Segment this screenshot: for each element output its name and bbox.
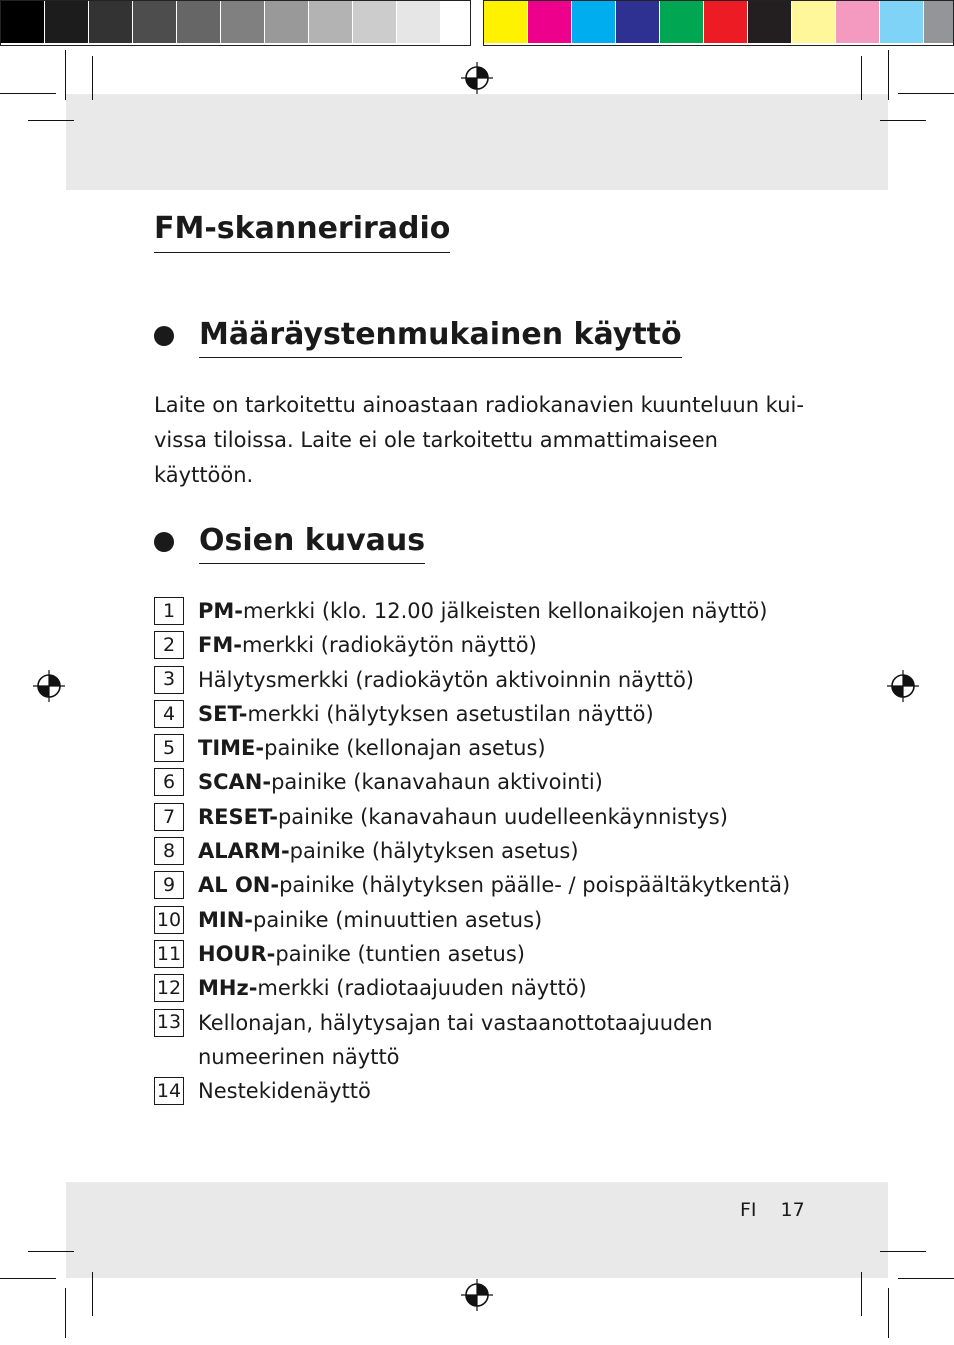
- color-swatch: [616, 0, 660, 43]
- item-description: painike (hälytyksen asetus): [289, 839, 579, 864]
- color-swatch: [880, 0, 924, 43]
- item-label: MHz-: [198, 976, 258, 1001]
- item-number-box: 1: [154, 597, 184, 625]
- crop-mark: [880, 1251, 926, 1252]
- bullet-icon: [154, 326, 174, 346]
- item-number-box: 11: [154, 940, 184, 968]
- crop-mark: [888, 1288, 889, 1338]
- crop-mark: [888, 50, 889, 100]
- item-description: painike (hälytyksen päälle- / poispäältäkytkentä): [279, 873, 791, 898]
- list-item: [154, 1074, 834, 1108]
- list-item: [154, 1006, 834, 1075]
- crop-mark: [65, 1288, 66, 1338]
- list-item: [154, 731, 834, 765]
- color-swatch: [792, 0, 836, 43]
- item-label: ALARM-: [198, 839, 290, 864]
- color-swatch: [45, 0, 89, 43]
- item-number-box: 2: [154, 631, 184, 659]
- item-description: Kellonajan, hälytysajan tai vastaanottotaajuuden numeerinen näyttö: [198, 1010, 713, 1069]
- color-swatch: [265, 0, 309, 43]
- item-text: [198, 697, 834, 731]
- footer-band: [66, 1182, 888, 1278]
- item-label: FM-: [198, 633, 242, 658]
- language-code: FI: [740, 1199, 757, 1221]
- list-item: [154, 868, 834, 902]
- crop-mark: [65, 50, 66, 100]
- registration-mark-icon: [32, 669, 66, 703]
- color-swatch: [483, 0, 528, 43]
- item-description: Nestekidenäyttö: [198, 1079, 371, 1104]
- page-number: 17: [780, 1199, 805, 1221]
- item-text: [198, 594, 834, 628]
- color-swatch: [836, 0, 880, 43]
- crop-mark: [0, 1278, 56, 1279]
- item-number-box: 4: [154, 700, 184, 728]
- item-number-box: 10: [154, 906, 184, 934]
- item-label: MIN-: [198, 907, 254, 932]
- item-text: [198, 731, 834, 765]
- item-label: RESET-: [198, 804, 278, 829]
- gray-swatch-bar: [0, 0, 485, 46]
- item-number-box: 12: [154, 974, 184, 1002]
- header-band: [66, 94, 888, 190]
- item-description: merkki (hälytyksen asetustilan näyttö): [247, 701, 654, 726]
- page-footer: [740, 1199, 829, 1221]
- list-item: [154, 971, 834, 1005]
- item-label: SCAN-: [198, 770, 272, 795]
- crop-mark: [898, 1278, 954, 1279]
- item-number-box: 7: [154, 803, 184, 831]
- item-description: merkki (radiotaajuuden näyttö): [257, 976, 587, 1001]
- crop-mark: [861, 1272, 862, 1316]
- parts-list: [154, 594, 834, 1108]
- color-swatch: [221, 0, 265, 43]
- section-heading-text: Määräystenmukainen käyttö: [199, 314, 682, 358]
- item-label: SET-: [198, 701, 248, 726]
- list-item: [154, 937, 834, 971]
- list-item: [154, 628, 834, 662]
- crop-mark: [898, 93, 954, 94]
- item-label: TIME-: [198, 736, 265, 761]
- color-swatch: [353, 0, 397, 43]
- color-swatch: [572, 0, 616, 43]
- registration-mark-icon: [460, 1278, 494, 1312]
- section-heading-parts: [154, 520, 425, 564]
- color-swatch: [441, 0, 485, 43]
- list-item: [154, 765, 834, 799]
- color-swatch: [0, 0, 45, 43]
- color-swatch: [133, 0, 177, 43]
- list-item: [154, 697, 834, 731]
- item-number-box: 5: [154, 734, 184, 762]
- color-swatch: [660, 0, 704, 43]
- item-description: painike (minuuttien asetus): [253, 907, 543, 932]
- list-item: [154, 663, 834, 697]
- item-label: PM-: [198, 599, 244, 623]
- list-item: [154, 800, 834, 834]
- item-number-box: 6: [154, 768, 184, 796]
- color-swatch: [528, 0, 572, 43]
- item-description: merkki (radiokäytön näyttö): [241, 633, 537, 658]
- item-text: [198, 903, 834, 937]
- registration-mark-icon: [460, 61, 494, 95]
- crop-mark: [92, 1272, 93, 1316]
- item-number-box: 13: [154, 1009, 184, 1037]
- list-item: [154, 903, 834, 937]
- color-swatch: [397, 0, 441, 43]
- item-text: [198, 800, 834, 834]
- section-heading-text: Osien kuvaus: [199, 520, 425, 564]
- crop-mark: [861, 56, 862, 100]
- page-title: FM-skanneriradio: [154, 208, 450, 253]
- item-description: merkki (klo. 12.00 jälkeisten kellonaikojen näyttö): [243, 599, 768, 623]
- list-item: [154, 834, 834, 868]
- item-description: painike (kellonajan asetus): [264, 736, 546, 761]
- color-swatch: [89, 0, 133, 43]
- item-text: [198, 663, 834, 697]
- item-text: [198, 971, 834, 1005]
- intended-use-paragraph: Laite on tarkoitettu ainoastaan radiokanavien kuunteluun kui-vissa tiloissa. Laite ei ole tarkoitettu ammattimaiseen käyttöön.: [154, 393, 804, 487]
- registration-mark-icon: [886, 669, 920, 703]
- crop-mark: [92, 56, 93, 100]
- item-label: HOUR-: [198, 941, 276, 966]
- item-number-box: 14: [154, 1077, 184, 1105]
- item-text: [198, 765, 834, 799]
- crop-mark: [28, 120, 74, 121]
- crop-mark: [0, 93, 56, 94]
- item-description: painike (kanavahaun aktivointi): [271, 770, 603, 795]
- bullet-icon: [154, 532, 174, 552]
- item-text: [198, 1006, 834, 1075]
- color-swatch: [309, 0, 353, 43]
- item-text: [198, 628, 834, 662]
- color-swatch: [748, 0, 792, 43]
- section-heading-intended-use: [154, 314, 682, 358]
- item-number-box: 9: [154, 871, 184, 899]
- item-description: painike (kanavahaun uudelleenkäynnistys): [277, 804, 728, 829]
- item-description: painike (tuntien asetus): [275, 941, 525, 966]
- item-text: [198, 1074, 834, 1108]
- color-swatch: [704, 0, 748, 43]
- item-number-box: 8: [154, 837, 184, 865]
- item-number-box: 3: [154, 666, 184, 694]
- color-swatch: [924, 0, 954, 43]
- item-label: AL ON-: [198, 873, 280, 898]
- crop-mark: [880, 120, 926, 121]
- list-item: [154, 594, 834, 628]
- color-swatch-bar: [483, 0, 954, 46]
- item-text: [198, 868, 834, 902]
- item-text: [198, 937, 834, 971]
- item-description: Hälytysmerkki (radiokäytön aktivoinnin näyttö): [198, 667, 694, 692]
- crop-mark: [28, 1251, 74, 1252]
- item-text: [198, 834, 834, 868]
- color-swatch: [177, 0, 221, 43]
